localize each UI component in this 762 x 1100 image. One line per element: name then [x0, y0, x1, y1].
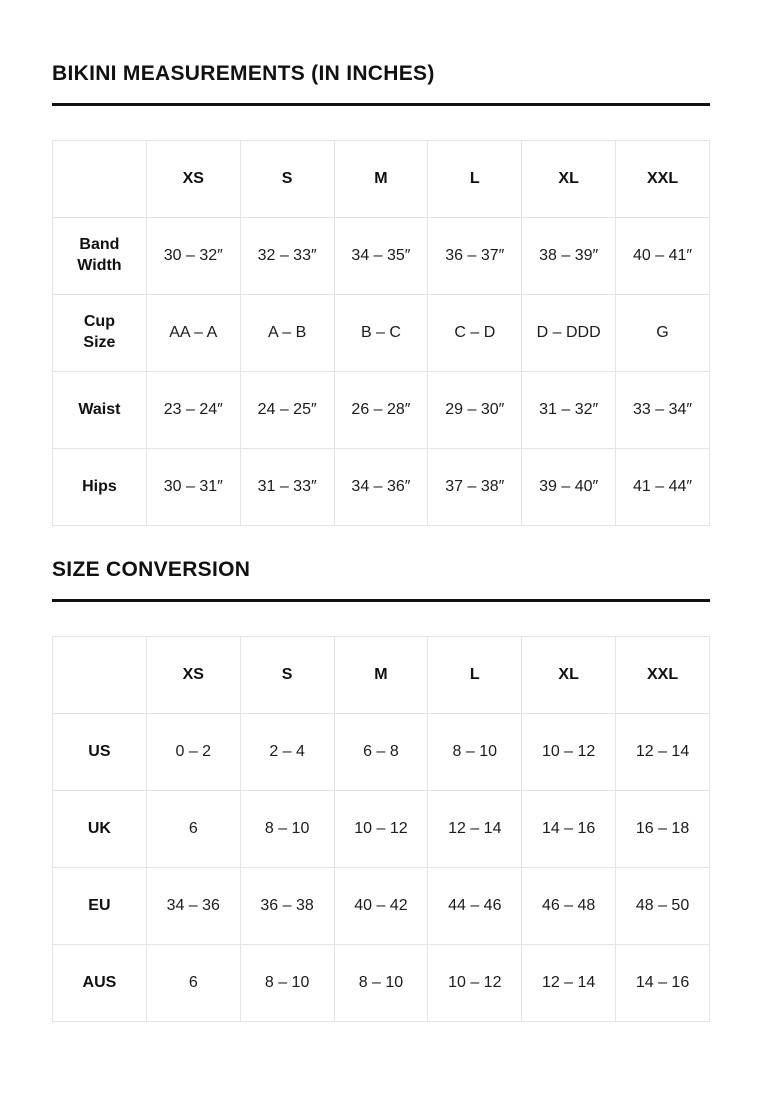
row-label-band-width: Band Width: [53, 218, 147, 295]
table-cell: 34 – 36″: [334, 449, 428, 526]
table-cell: 6 – 8: [334, 714, 428, 791]
table-cell: 41 – 44″: [616, 449, 710, 526]
table-cell: B – C: [334, 295, 428, 372]
table-cell: A – B: [240, 295, 334, 372]
bikini-measurements-table: [52, 140, 710, 526]
column-header-xxl: XXL: [616, 141, 710, 218]
table-row-cup-size: [53, 295, 710, 372]
table-cell: 24 – 25″: [240, 372, 334, 449]
table-cell: 10 – 12: [334, 791, 428, 868]
table-cell: 30 – 32″: [146, 218, 240, 295]
table-cell: 29 – 30″: [428, 372, 522, 449]
row-label-us: US: [53, 714, 147, 791]
table-cell: 8 – 10: [240, 791, 334, 868]
table-row-uk: [53, 791, 710, 868]
section-title-bikini-measurements: BIKINI MEASUREMENTS (IN INCHES): [52, 62, 435, 85]
table-cell: 36 – 38: [240, 868, 334, 945]
table-header-row: [53, 141, 710, 218]
table-cell: 23 – 24″: [146, 372, 240, 449]
table-cell: 30 – 31″: [146, 449, 240, 526]
column-header-xl: XL: [522, 637, 616, 714]
corner-cell: [53, 637, 147, 714]
column-header-xs: XS: [146, 637, 240, 714]
section-size-conversion: [52, 559, 710, 1022]
column-header-s: S: [240, 141, 334, 218]
row-label-eu: EU: [53, 868, 147, 945]
table-cell: 40 – 41″: [616, 218, 710, 295]
table-row-hips: [53, 449, 710, 526]
table-cell: D – DDD: [522, 295, 616, 372]
table-cell: 48 – 50: [616, 868, 710, 945]
table-cell: 12 – 14: [428, 791, 522, 868]
table-cell: 14 – 16: [616, 945, 710, 1022]
table-cell: 39 – 40″: [522, 449, 616, 526]
row-label-uk: UK: [53, 791, 147, 868]
table-cell: 31 – 32″: [522, 372, 616, 449]
size-conversion-table: [52, 636, 710, 1022]
table-cell: 34 – 36: [146, 868, 240, 945]
table-cell: 12 – 14: [522, 945, 616, 1022]
title-divider: [52, 103, 710, 106]
section-bikini-measurements: [52, 0, 710, 526]
column-header-m: M: [334, 637, 428, 714]
table-cell: 14 – 16: [522, 791, 616, 868]
column-header-l: L: [428, 637, 522, 714]
table-cell: 16 – 18: [616, 791, 710, 868]
table-cell: 37 – 38″: [428, 449, 522, 526]
table-cell: 26 – 28″: [334, 372, 428, 449]
table-cell: 8 – 10: [334, 945, 428, 1022]
column-header-l: L: [428, 141, 522, 218]
table-cell: 40 – 42: [334, 868, 428, 945]
table-cell: 6: [146, 945, 240, 1022]
table-cell: 44 – 46: [428, 868, 522, 945]
table-cell: 10 – 12: [522, 714, 616, 791]
table-cell: 12 – 14: [616, 714, 710, 791]
column-header-xl: XL: [522, 141, 616, 218]
table-cell: 38 – 39″: [522, 218, 616, 295]
column-header-s: S: [240, 637, 334, 714]
table-row-band-width: [53, 218, 710, 295]
row-label-waist: Waist: [53, 372, 147, 449]
section-title-size-conversion: SIZE CONVERSION: [52, 558, 251, 581]
table-cell: 8 – 10: [240, 945, 334, 1022]
table-cell: 34 – 35″: [334, 218, 428, 295]
table-row-aus: [53, 945, 710, 1022]
row-label-hips: Hips: [53, 449, 147, 526]
table-cell: 0 – 2: [146, 714, 240, 791]
table-cell: 8 – 10: [428, 714, 522, 791]
table-cell: 2 – 4: [240, 714, 334, 791]
table-cell: 46 – 48: [522, 868, 616, 945]
table-cell: G: [616, 295, 710, 372]
corner-cell: [53, 141, 147, 218]
table-cell: 32 – 33″: [240, 218, 334, 295]
column-header-m: M: [334, 141, 428, 218]
table-cell: AA – A: [146, 295, 240, 372]
row-label-cup-size: Cup Size: [53, 295, 147, 372]
table-cell: 10 – 12: [428, 945, 522, 1022]
table-row-waist: [53, 372, 710, 449]
table-cell: 36 – 37″: [428, 218, 522, 295]
table-cell: 6: [146, 791, 240, 868]
table-cell: 33 – 34″: [616, 372, 710, 449]
column-header-xxl: XXL: [616, 637, 710, 714]
title-divider: [52, 599, 710, 602]
table-cell: 31 – 33″: [240, 449, 334, 526]
table-row-us: [53, 714, 710, 791]
table-header-row: [53, 637, 710, 714]
row-label-aus: AUS: [53, 945, 147, 1022]
table-cell: C – D: [428, 295, 522, 372]
column-header-xs: XS: [146, 141, 240, 218]
table-row-eu: [53, 868, 710, 945]
